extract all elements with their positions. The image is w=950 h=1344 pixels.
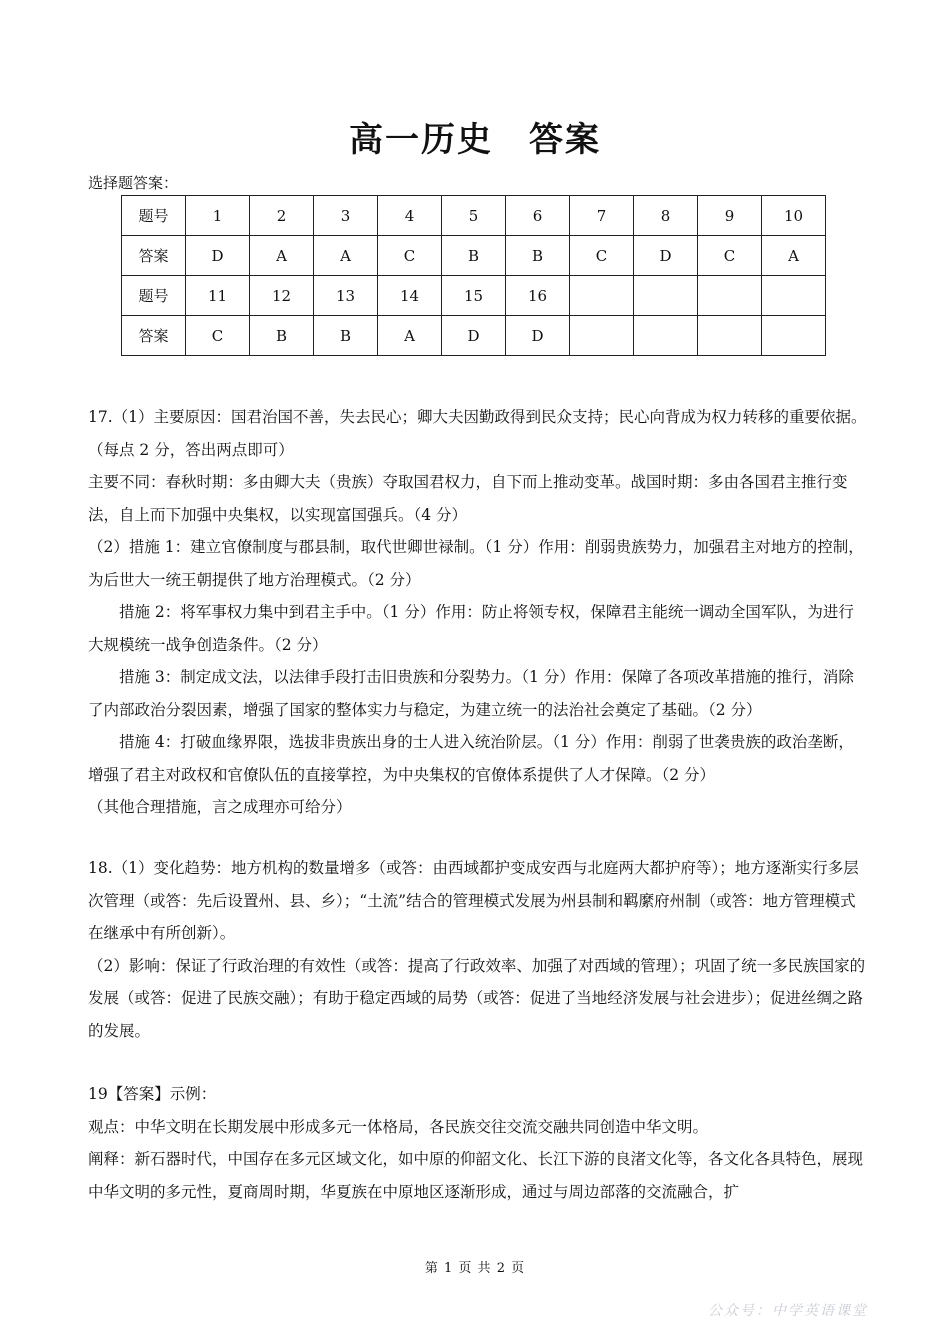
table-cell: C bbox=[570, 236, 634, 276]
table-cell: 3 bbox=[314, 196, 378, 236]
table-cell: 1 bbox=[186, 196, 250, 236]
table-cell: 10 bbox=[762, 196, 826, 236]
question-17 bbox=[88, 401, 868, 824]
page-footer: 第 1 页 共 2 页 bbox=[424, 1261, 526, 1276]
question-18 bbox=[88, 852, 868, 1047]
q17-measure-4: 措施 4：打破血缘界限，选拔非贵族出身的士人进入统治阶层。（1 分）作用：削弱了世袭贵族的政治垄断，增强了君主对政权和官僚队伍的直接掌控，为中央集权的官僚体系提供了人才保障。（2 分） bbox=[88, 733, 854, 784]
answer-table bbox=[121, 195, 826, 356]
table-cell: 11 bbox=[186, 276, 250, 316]
q18-trend: 18.（1）变化趋势：地方机构的数量增多（或答：由西域都护变成安西与北庭两大都护府等）；地方逐渐实行多层次管理（或答：先后设置州、县、乡）；“土流”结合的管理模式发展为州县制和羁縻府州制（或答：地方管理模式在继承中有所创新）。 bbox=[88, 859, 859, 942]
table-row-header: 题号 bbox=[122, 196, 186, 236]
table-cell: D bbox=[506, 316, 570, 356]
table-cell: D bbox=[186, 236, 250, 276]
table-cell: 9 bbox=[698, 196, 762, 236]
table-cell: 12 bbox=[250, 276, 314, 316]
table-cell: B bbox=[442, 236, 506, 276]
table-cell: 13 bbox=[314, 276, 378, 316]
watermark: 公众号：中学英语课堂 bbox=[708, 1303, 868, 1319]
q19-heading: 19【答案】示例： bbox=[88, 1085, 217, 1103]
q17-measure-3: 措施 3：制定成文法，以法律手段打击旧贵族和分裂势力。（1 分）作用：保障了各项改革措施的推行，消除了内部政治分裂因素，增强了国家的整体实力与稳定，为建立统一的法治社会奠定了基础。（2 分） bbox=[88, 668, 854, 719]
table-cell: D bbox=[442, 316, 506, 356]
table-row bbox=[122, 196, 826, 236]
table-cell bbox=[698, 276, 762, 316]
table-cell bbox=[634, 316, 698, 356]
table-row bbox=[122, 316, 826, 356]
table-cell: C bbox=[698, 236, 762, 276]
table-cell: 5 bbox=[442, 196, 506, 236]
table-cell: 2 bbox=[250, 196, 314, 236]
table-cell: 6 bbox=[506, 196, 570, 236]
table-cell: C bbox=[186, 316, 250, 356]
table-row bbox=[122, 276, 826, 316]
table-cell: A bbox=[378, 316, 442, 356]
table-cell: B bbox=[314, 316, 378, 356]
table-cell: A bbox=[250, 236, 314, 276]
q17-difference: 主要不同：春秋时期：多由卿大夫（贵族）夺取国君权力，自下而上推动变革。战国时期：多由各国君主推行变法，自上而下加强中央集权，以实现富国强兵。（4 分） bbox=[88, 473, 848, 524]
table-cell: A bbox=[762, 236, 826, 276]
table-cell bbox=[570, 316, 634, 356]
table-row-header: 题号 bbox=[122, 276, 186, 316]
table-cell bbox=[762, 276, 826, 316]
table-cell: 8 bbox=[634, 196, 698, 236]
table-cell bbox=[634, 276, 698, 316]
q19-explanation: 阐释：新石器时代，中国存在多元区域文化，如中原的仰韶文化、长江下游的良渚文化等，各文化各具特色，展现中华文明的多元性，夏商周时期，华夏族在中原地区逐渐形成，通过与周边部落的交流融合，扩 bbox=[88, 1150, 864, 1201]
table-cell: D bbox=[634, 236, 698, 276]
question-19 bbox=[88, 1078, 868, 1208]
table-row bbox=[122, 236, 826, 276]
q17-measure-1: （2）措施 1：建立官僚制度与郡县制，取代世卿世禄制。（1 分）作用：削弱贵族势力，加强君主对地方的控制，为后世大一统王朝提供了地方治理模式。（2 分） bbox=[88, 538, 864, 589]
q19-viewpoint: 观点：中华文明在长期发展中形成多元一体格局，各民族交往交流交融共同创造中华文明。 bbox=[88, 1117, 709, 1136]
table-row-header: 答案 bbox=[122, 316, 186, 356]
table-cell: 4 bbox=[378, 196, 442, 236]
table-cell: C bbox=[378, 236, 442, 276]
table-row-header: 答案 bbox=[122, 236, 186, 276]
table-cell: 16 bbox=[506, 276, 570, 316]
table-cell: B bbox=[506, 236, 570, 276]
q17-measure-2: 措施 2：将军事权力集中到君主手中。（1 分）作用：防止将领专权，保障君主能统一调动全国军队，为进行大规模统一战争创造条件。（2 分） bbox=[88, 603, 854, 654]
table-cell: 15 bbox=[442, 276, 506, 316]
table-cell: 7 bbox=[570, 196, 634, 236]
table-cell: 14 bbox=[378, 276, 442, 316]
q17-note: （其他合理措施，言之成理亦可给分） bbox=[88, 798, 352, 816]
table-cell bbox=[762, 316, 826, 356]
table-cell bbox=[698, 316, 762, 356]
table-cell: A bbox=[314, 236, 378, 276]
q18-impact: （2）影响：保证了行政治理的有效性（或答：提高了行政效率、加强了对西域的管理）；巩固了统一多民族国家的发展（或答：促进了民族交融）；有助于稳定西域的局势（或答：促进了当地经济发展与社会进步）；促进丝绸之路的发展。 bbox=[88, 956, 866, 1040]
table-cell bbox=[570, 276, 634, 316]
q17-reason: 17.（1）主要原因：国君治国不善，失去民心；卿大夫因勤政得到民众支持；民心向背成为权力转移的重要依据。（每点 2 分，答出两点即可） bbox=[88, 408, 867, 459]
page-title: 高一历史 答案 bbox=[349, 120, 601, 160]
multiple-choice-label: 选择题答案： bbox=[88, 174, 179, 192]
table-cell: B bbox=[250, 316, 314, 356]
